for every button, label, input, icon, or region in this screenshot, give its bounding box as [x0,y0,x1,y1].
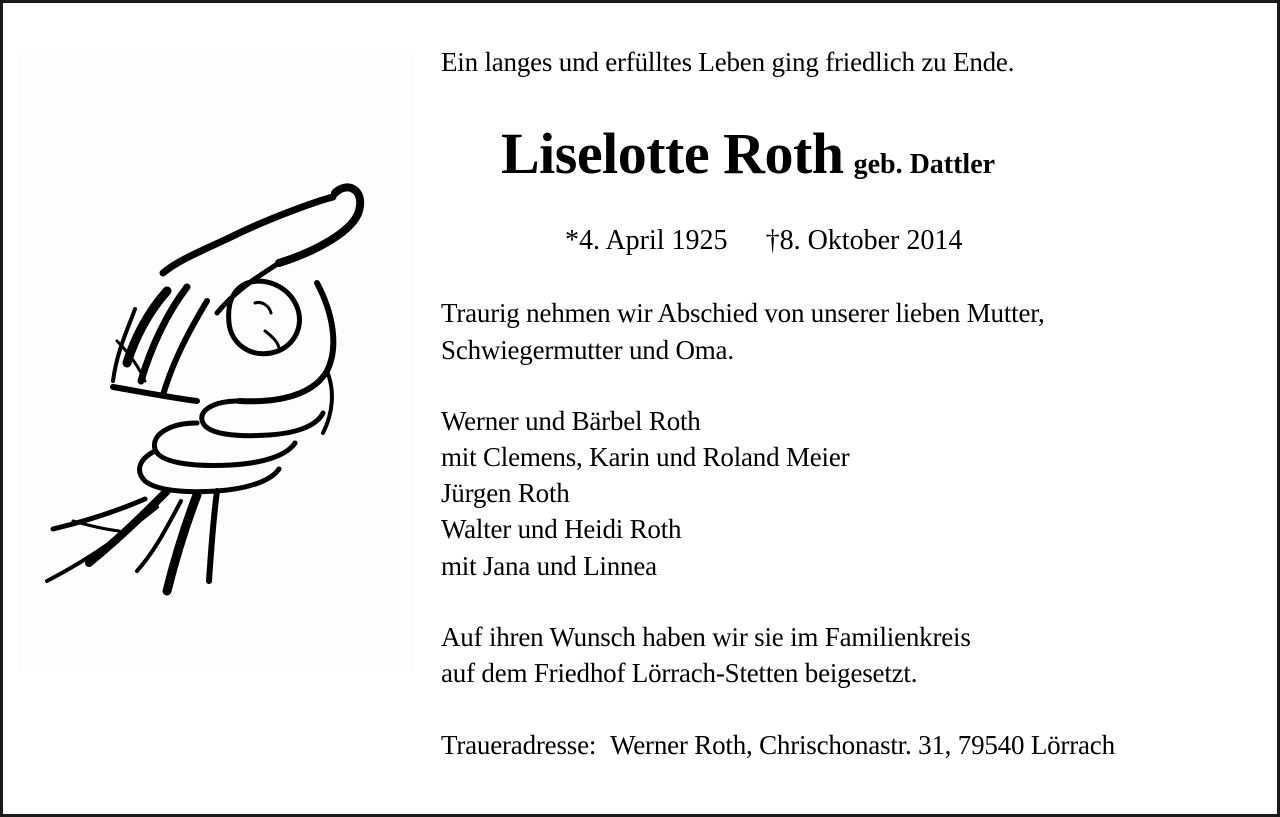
death-date: †8. Oktober 2014 [765,225,963,256]
address-value: Werner Roth, Chrischonastr. 31, 79540 Lörrach [610,730,1115,760]
maiden-name: geb. Dattler [853,149,996,180]
family-line: Werner und Bärbel Roth [441,406,701,436]
hand-holding-bird-sketch-icon [17,51,415,673]
name-heading [501,121,995,187]
family-line: Walter und Heidi Roth [441,514,682,544]
birth-date: *4. April 1925 [565,225,728,256]
burial-line: Auf ihren Wunsch haben wir sie im Familienkreis [441,622,971,652]
address-label: Traueradresse: [441,730,597,760]
deceased-name: Liselotte Roth [501,121,844,186]
life-dates [565,225,962,257]
family-line: mit Clemens, Karin und Roland Meier [441,442,850,472]
message-line: Schwiegermutter und Oma. [441,335,734,365]
mourning-address [441,729,1115,761]
family-line: Jürgen Roth [441,478,570,508]
message-line: Traurig nehmen wir Abschied von unserer lieben Mutter, [441,298,1045,328]
burial-line: auf dem Friedhof Lörrach-Stetten beigesetzt. [441,658,918,688]
family-line: mit Jana und Linnea [441,551,657,581]
intro-line: Ein langes und erfülltes Leben ging friedlich zu Ende. [441,47,1015,77]
